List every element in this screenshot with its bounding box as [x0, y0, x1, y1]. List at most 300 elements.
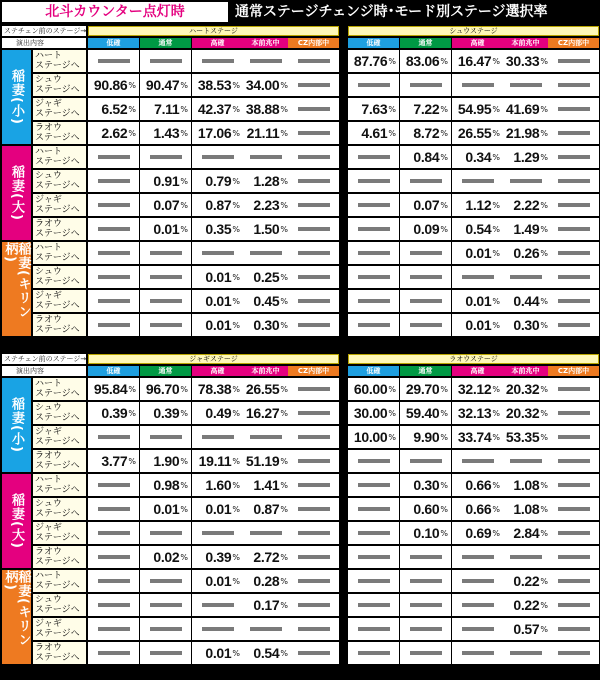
- dash-mark: [298, 59, 330, 63]
- dash-mark: [358, 531, 390, 535]
- dash-mark: [462, 179, 494, 183]
- dash-mark: [298, 203, 330, 207]
- cell-unit: %: [492, 408, 500, 418]
- cell-value: 0.07: [413, 197, 440, 213]
- cell-value: 0.01: [205, 645, 232, 661]
- table-cell: [88, 314, 139, 336]
- dash-mark: [558, 107, 590, 111]
- cell-value: 0.34: [465, 149, 492, 165]
- table-cell: [500, 498, 551, 520]
- cell-value: 0.10: [413, 525, 440, 541]
- table-cell: [240, 474, 291, 496]
- source-stage-cell: ラオウ ステージへ: [33, 218, 86, 240]
- dash-mark: [358, 555, 390, 559]
- cell-unit: %: [440, 56, 448, 66]
- cell-value: 0.01: [465, 317, 492, 333]
- cell-value: 95.84: [93, 381, 128, 397]
- table-cell: [240, 498, 291, 520]
- table-cell: [452, 426, 503, 448]
- cell-unit: %: [540, 576, 548, 586]
- table-cell: [88, 570, 139, 592]
- table-cell: [400, 266, 451, 288]
- mode-header: 低確: [348, 38, 399, 48]
- cell-value: 0.01: [153, 501, 180, 517]
- table-cell: [548, 618, 599, 640]
- table-cell: [452, 594, 503, 616]
- table-cell: [288, 170, 339, 192]
- table-cell: [452, 378, 503, 400]
- cell-unit: %: [280, 224, 288, 234]
- dash-mark: [298, 275, 330, 279]
- table-cell: [500, 378, 551, 400]
- cell-value: 0.22: [513, 573, 540, 589]
- table-cell: [288, 450, 339, 472]
- mode-header: 低確: [88, 38, 139, 48]
- table-cell: [348, 402, 399, 424]
- dash-mark: [98, 507, 130, 511]
- cell-unit: %: [232, 576, 240, 586]
- dash-mark: [150, 603, 182, 607]
- cell-unit: %: [232, 224, 240, 234]
- cell-value: 1.29: [513, 149, 540, 165]
- mode-header: 本前兆中: [240, 38, 291, 48]
- cell-unit: %: [128, 408, 136, 418]
- cell-unit: %: [232, 504, 240, 514]
- cell-value: 2.72: [253, 549, 280, 565]
- page-header: [0, 0, 600, 24]
- dash-mark: [298, 227, 330, 231]
- dash-mark: [410, 555, 442, 559]
- dash-mark: [558, 411, 590, 415]
- cell-value: 0.39: [205, 549, 232, 565]
- dash-mark: [298, 107, 330, 111]
- dash-mark: [358, 507, 390, 511]
- table-cell: [88, 146, 139, 168]
- cell-value: 0.39: [101, 405, 128, 421]
- table-cell: [548, 218, 599, 240]
- table-cell: [140, 594, 191, 616]
- table-cell: [548, 170, 599, 192]
- dash-mark: [202, 251, 234, 255]
- stage-header: ハートステージ: [88, 26, 339, 36]
- table-cell: [348, 450, 399, 472]
- cell-value: 16.47: [457, 53, 492, 69]
- table-cell: [452, 570, 503, 592]
- cell-value: 33.74: [457, 429, 492, 445]
- cell-value: 0.09: [413, 221, 440, 237]
- cell-value: 10.00: [353, 429, 388, 445]
- dash-mark: [298, 507, 330, 511]
- cell-value: 1.43: [153, 125, 180, 141]
- cell-unit: %: [440, 104, 448, 114]
- source-stage-cell: ハート ステージへ: [33, 474, 86, 496]
- cell-value: 0.57: [513, 621, 540, 637]
- dash-mark: [510, 555, 542, 559]
- table-cell: [400, 314, 451, 336]
- table-cell: [140, 402, 191, 424]
- dash-mark: [358, 251, 390, 255]
- cell-value: 2.22: [513, 197, 540, 213]
- table-cell: [400, 74, 451, 96]
- table-cell: [240, 570, 291, 592]
- dash-mark: [462, 459, 494, 463]
- table-cell: [548, 450, 599, 472]
- table-cell: [548, 74, 599, 96]
- cell-value: 6.52: [101, 101, 128, 117]
- dash-mark: [298, 411, 330, 415]
- cell-unit: %: [280, 408, 288, 418]
- cell-unit: %: [492, 528, 500, 538]
- table-cell: [400, 546, 451, 568]
- dash-mark: [150, 275, 182, 279]
- table-cell: [452, 450, 503, 472]
- cell-unit: %: [492, 224, 500, 234]
- source-stage-cell: ラオウ ステージへ: [33, 450, 86, 472]
- dash-mark: [98, 603, 130, 607]
- dash-mark: [558, 579, 590, 583]
- table-cell: [140, 618, 191, 640]
- source-stage-cell: ジャギ ステージへ: [33, 194, 86, 216]
- table-cell: [548, 594, 599, 616]
- table-cell: [400, 146, 451, 168]
- dash-mark: [558, 507, 590, 511]
- dash-mark: [250, 627, 282, 631]
- cell-unit: %: [540, 104, 548, 114]
- cell-unit: %: [128, 456, 136, 466]
- table-cell: [240, 98, 291, 120]
- cell-value: 0.30: [413, 477, 440, 493]
- cell-value: 1.08: [513, 501, 540, 517]
- table-cell: [400, 522, 451, 544]
- dash-mark: [558, 555, 590, 559]
- cell-unit: %: [492, 200, 500, 210]
- source-stage-cell: シュウ ステージへ: [33, 74, 86, 96]
- cell-unit: %: [232, 320, 240, 330]
- table-cell: [288, 570, 339, 592]
- cell-unit: %: [232, 104, 240, 114]
- table-cell: [240, 146, 291, 168]
- dash-mark: [558, 179, 590, 183]
- dash-mark: [150, 251, 182, 255]
- table-cell: [548, 98, 599, 120]
- table-cell: [500, 290, 551, 312]
- table-cell: [400, 474, 451, 496]
- table-cell: [240, 122, 291, 144]
- dash-mark: [98, 203, 130, 207]
- dash-mark: [298, 651, 330, 655]
- dash-mark: [298, 83, 330, 87]
- cell-value: 60.00: [353, 381, 388, 397]
- table-cell: [140, 522, 191, 544]
- cell-value: 0.30: [253, 317, 280, 333]
- cell-unit: %: [388, 104, 396, 114]
- table-cell: [452, 242, 503, 264]
- table-cell: [400, 642, 451, 664]
- source-stage-cell: シュウ ステージへ: [33, 594, 86, 616]
- cell-unit: %: [232, 552, 240, 562]
- table-cell: [548, 642, 599, 664]
- table-cell: [240, 170, 291, 192]
- table-cell: [348, 50, 399, 72]
- table-cell: [400, 290, 451, 312]
- cell-value: 4.61: [361, 125, 388, 141]
- source-stage-cell: ラオウ ステージへ: [33, 546, 86, 568]
- cell-value: 1.08: [513, 477, 540, 493]
- cell-unit: %: [540, 480, 548, 490]
- table-cell: [452, 98, 503, 120]
- table-cell: [192, 74, 243, 96]
- table-cell: [500, 594, 551, 616]
- cell-unit: %: [232, 272, 240, 282]
- dash-mark: [98, 627, 130, 631]
- dash-mark: [410, 579, 442, 583]
- table-cell: [500, 170, 551, 192]
- table-cell: [240, 642, 291, 664]
- dash-mark: [462, 83, 494, 87]
- cell-value: 38.88: [245, 101, 280, 117]
- cell-unit: %: [388, 384, 396, 394]
- source-stage-cell: ハート ステージへ: [33, 50, 86, 72]
- table-cell: [348, 378, 399, 400]
- cell-value: 96.70: [145, 381, 180, 397]
- table-cell: [348, 146, 399, 168]
- dash-mark: [410, 323, 442, 327]
- cell-value: 30.00: [353, 405, 388, 421]
- cell-value: 0.79: [205, 173, 232, 189]
- cell-unit: %: [232, 128, 240, 138]
- table-cell: [240, 426, 291, 448]
- dash-mark: [150, 627, 182, 631]
- table-cell: [548, 314, 599, 336]
- cell-unit: %: [128, 80, 136, 90]
- group-label: 稲妻(キリン柄): [2, 242, 31, 336]
- table-cell: [400, 378, 451, 400]
- table-cell: [452, 146, 503, 168]
- table-cell: [452, 122, 503, 144]
- dash-mark: [358, 203, 390, 207]
- table-cell: [240, 522, 291, 544]
- table-cell: [192, 522, 243, 544]
- cell-unit: %: [280, 480, 288, 490]
- cell-value: 0.54: [465, 221, 492, 237]
- cell-unit: %: [180, 384, 188, 394]
- table-cell: [548, 194, 599, 216]
- cell-unit: %: [280, 648, 288, 658]
- dash-mark: [98, 227, 130, 231]
- table-cell: [192, 498, 243, 520]
- table-cell: [548, 522, 599, 544]
- table-cell: [548, 242, 599, 264]
- dash-mark: [510, 83, 542, 87]
- dash-mark: [98, 299, 130, 303]
- mode-header: 低確: [88, 366, 139, 376]
- table-cell: [452, 266, 503, 288]
- cell-value: 21.11: [246, 125, 280, 141]
- mode-header: 高確: [192, 366, 243, 376]
- effect-header: 演出内容: [2, 366, 86, 376]
- table-cell: [400, 426, 451, 448]
- table-cell: [240, 378, 291, 400]
- table-cell: [452, 474, 503, 496]
- cell-unit: %: [440, 200, 448, 210]
- table-cell: [500, 146, 551, 168]
- cell-unit: %: [440, 432, 448, 442]
- table-cell: [88, 194, 139, 216]
- cell-unit: %: [280, 128, 288, 138]
- dash-mark: [98, 179, 130, 183]
- dash-mark: [358, 299, 390, 303]
- mode-header: 高確: [452, 366, 503, 376]
- table-cell: [348, 170, 399, 192]
- table-cell: [288, 546, 339, 568]
- table-cell: [500, 474, 551, 496]
- dash-mark: [98, 323, 130, 327]
- table-cell: [548, 402, 599, 424]
- dash-mark: [558, 435, 590, 439]
- stage-header: ラオウステージ: [348, 354, 599, 364]
- table-cell: [88, 522, 139, 544]
- table-cell: [88, 546, 139, 568]
- cell-value: 0.87: [253, 501, 280, 517]
- dash-mark: [462, 651, 494, 655]
- cell-value: 83.06: [405, 53, 440, 69]
- table-cell: [348, 522, 399, 544]
- cell-value: 7.11: [154, 101, 180, 117]
- cell-value: 21.98: [505, 125, 540, 141]
- table-cell: [548, 426, 599, 448]
- cell-value: 51.19: [245, 453, 280, 469]
- table-cell: [400, 170, 451, 192]
- cell-value: 32.13: [457, 405, 492, 421]
- cell-value: 0.45: [253, 293, 280, 309]
- table-cell: [140, 498, 191, 520]
- table-cell: [400, 570, 451, 592]
- cell-value: 20.32: [505, 405, 540, 421]
- dash-mark: [358, 275, 390, 279]
- dash-mark: [98, 483, 130, 487]
- source-stage-cell: ラオウ ステージへ: [33, 642, 86, 664]
- table-cell: [348, 498, 399, 520]
- cell-value: 0.49: [205, 405, 232, 421]
- dash-mark: [98, 555, 130, 559]
- dash-mark: [298, 531, 330, 535]
- dash-mark: [410, 459, 442, 463]
- table-cell: [452, 74, 503, 96]
- cell-value: 2.23: [253, 197, 280, 213]
- table-cell: [88, 74, 139, 96]
- cell-unit: %: [440, 152, 448, 162]
- table-cell: [500, 98, 551, 120]
- upper-panel: [0, 24, 600, 352]
- table-cell: [140, 74, 191, 96]
- cell-unit: %: [540, 56, 548, 66]
- cell-unit: %: [540, 504, 548, 514]
- mode-header: 高確: [452, 38, 503, 48]
- cell-value: 0.98: [153, 477, 180, 493]
- source-stage-cell: ハート ステージへ: [33, 146, 86, 168]
- cell-unit: %: [540, 296, 548, 306]
- dash-mark: [558, 627, 590, 631]
- table-cell: [88, 170, 139, 192]
- table-cell: [192, 242, 243, 264]
- cell-unit: %: [232, 80, 240, 90]
- table-cell: [288, 242, 339, 264]
- dash-mark: [98, 59, 130, 63]
- source-stage-cell: シュウ ステージへ: [33, 266, 86, 288]
- table-cell: [548, 122, 599, 144]
- mode-header: 高確: [192, 38, 243, 48]
- table-cell: [452, 498, 503, 520]
- cell-unit: %: [232, 384, 240, 394]
- cell-value: 29.70: [405, 381, 440, 397]
- table-cell: [452, 546, 503, 568]
- table-cell: [500, 50, 551, 72]
- cell-unit: %: [492, 248, 500, 258]
- cell-unit: %: [540, 432, 548, 442]
- mode-header: 本前兆中: [500, 366, 551, 376]
- table-cell: [288, 522, 339, 544]
- table-cell: [140, 266, 191, 288]
- cell-value: 0.60: [413, 501, 440, 517]
- cell-unit: %: [440, 504, 448, 514]
- cell-unit: %: [180, 224, 188, 234]
- dash-mark: [510, 651, 542, 655]
- table-cell: [192, 474, 243, 496]
- table-cell: [192, 378, 243, 400]
- cell-unit: %: [280, 384, 288, 394]
- dash-mark: [510, 179, 542, 183]
- table-cell: [88, 618, 139, 640]
- dash-mark: [298, 251, 330, 255]
- dash-mark: [150, 531, 182, 535]
- cell-value: 7.63: [361, 101, 388, 117]
- table-cell: [192, 266, 243, 288]
- cell-value: 0.01: [205, 269, 232, 285]
- cell-value: 0.17: [253, 597, 280, 613]
- cell-value: 1.50: [253, 221, 280, 237]
- cell-unit: %: [492, 320, 500, 330]
- table-cell: [348, 594, 399, 616]
- source-stage-cell: ジャギ ステージへ: [33, 522, 86, 544]
- table-cell: [240, 50, 291, 72]
- table-cell: [140, 546, 191, 568]
- dash-mark: [462, 603, 494, 607]
- dash-mark: [298, 579, 330, 583]
- table-cell: [140, 242, 191, 264]
- cell-value: 0.01: [465, 245, 492, 261]
- table-cell: [88, 426, 139, 448]
- mode-header: 通常: [140, 38, 191, 48]
- dash-mark: [150, 435, 182, 439]
- dash-mark: [358, 323, 390, 327]
- lower-panel: [0, 352, 600, 680]
- table-cell: [452, 642, 503, 664]
- table-cell: [288, 498, 339, 520]
- dash-mark: [558, 227, 590, 231]
- table-cell: [240, 194, 291, 216]
- cell-value: 19.11: [198, 453, 232, 469]
- table-cell: [288, 266, 339, 288]
- cell-value: 26.55: [457, 125, 492, 141]
- mode-header: CZ内部中: [288, 38, 339, 48]
- page-title: 通常ステージチェンジ時･モード別ステージ選択率: [235, 4, 548, 20]
- table-cell: [548, 498, 599, 520]
- table-cell: [88, 378, 139, 400]
- table-cell: [500, 426, 551, 448]
- table-cell: [140, 194, 191, 216]
- cell-value: 0.69: [465, 525, 492, 541]
- cell-value: 16.27: [245, 405, 280, 421]
